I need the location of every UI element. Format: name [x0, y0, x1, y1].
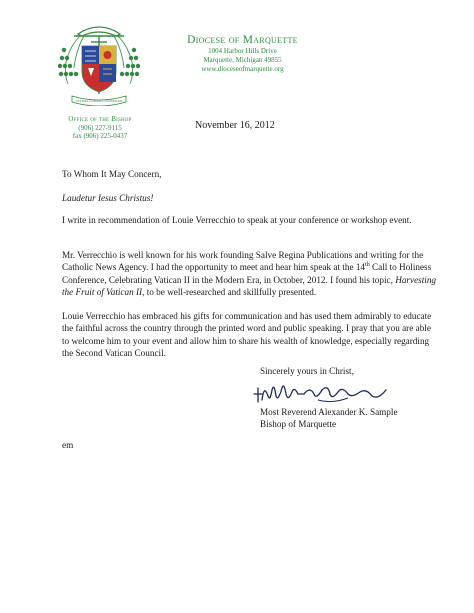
office-block: [58, 115, 142, 141]
office-fax: fax (906) 225-0437: [72, 132, 128, 141]
paragraph-1: I write in recommendation of Louie Verrecchio to speak at your conference or workshop event.: [62, 215, 412, 225]
signer-name: Most Reverend Alexander K. Sample: [260, 407, 398, 417]
paragraph-2-part-2: Call to Holiness Conference, Celebrating Vatican II in the Modern Era, in October, 2012. I found his topic,: [62, 262, 432, 285]
closing: Sincerely yours in Christ,: [260, 366, 354, 376]
paragraph-2-part-1: Mr. Verrecchio is well known for his work founding Salve Regina Publications and writing for the Catholic News Agency. I had the opportunity to meet and hear him speak at the 14: [62, 250, 424, 273]
signer-title: Bishop of Marquette: [260, 419, 337, 430]
paragraph-2: [62, 249, 437, 299]
handwritten-signature: [252, 378, 402, 406]
coat-of-arms-logo: [58, 22, 140, 106]
salutation: To Whom It May Concern,: [62, 169, 162, 179]
address-line-2: Marquette, Michigan 49855: [203, 56, 282, 65]
paragraph-2-part-3: to be well-researched and skillfully presented.: [144, 287, 317, 298]
letter-date: November 16, 2012: [195, 120, 275, 131]
svg-text:ULTIMA CORAM CUSTODIAM: ULTIMA CORAM CUSTODIAM: [75, 99, 123, 103]
ordinal-suffix: th: [365, 262, 370, 269]
diocese-header: [180, 33, 305, 75]
latin-greeting: Laudetur Iesus Christus!: [62, 193, 154, 203]
address-line-1: 1004 Harbor Hills Drive: [208, 47, 277, 55]
talk-title: Harvesting the Fruit of Vatican II,: [62, 274, 437, 298]
diocese-name: Diocese of Marquette: [187, 34, 298, 46]
paragraph-3: Louie Verrecchio has embraced his gifts for communication and has used them admirably to educate the faithful across the country through the printed word and public speaking. I pray that you are able to welcome him to your event and allow him to share his wealth of knowledge, especially regarding the Second Vatican Council.: [62, 311, 432, 359]
office-title: Office of the Bishop: [68, 115, 132, 123]
signer-block: [260, 406, 398, 431]
typist-initials: em: [62, 440, 74, 450]
office-phone: (906) 227-9115: [78, 123, 122, 132]
website-link[interactable]: www.dioceseofmarquette.org: [201, 65, 284, 74]
